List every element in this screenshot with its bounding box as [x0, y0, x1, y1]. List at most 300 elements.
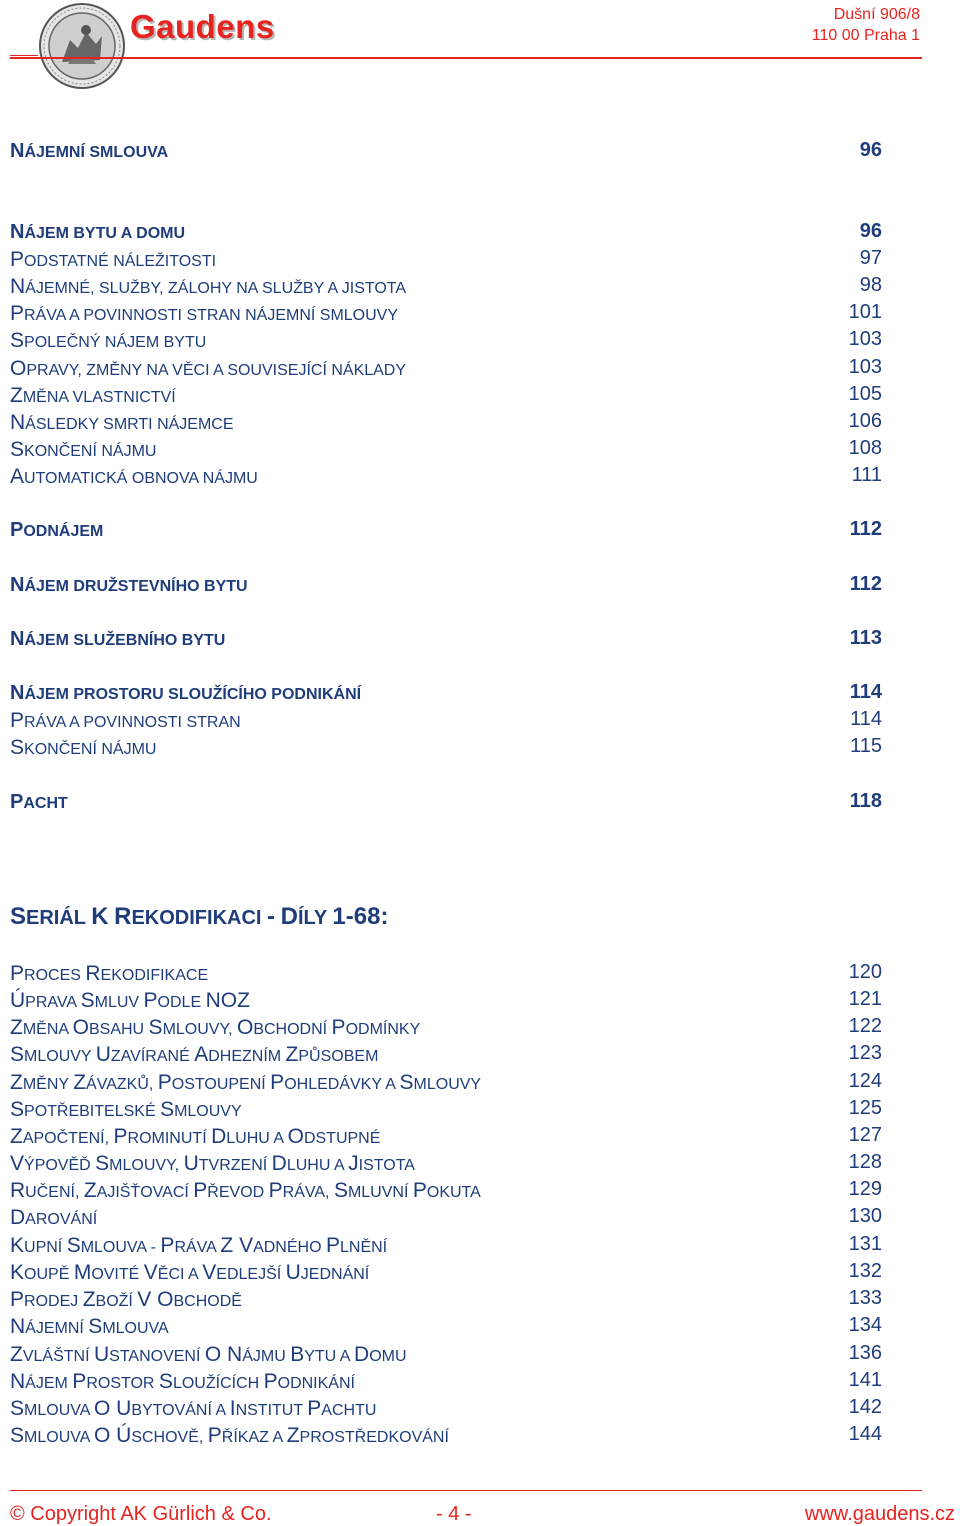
toc-entry[interactable] — [10, 736, 882, 762]
serial-entry-rest: ZAVÍRANÉ — [110, 1048, 195, 1065]
serial-entry-title — [10, 1043, 378, 1067]
serial-entry-rest: OHLEDÁVKY A — [284, 1076, 400, 1093]
serial-entry-rest: TVRZENÍ — [198, 1157, 272, 1174]
serial-entry-rest: AJIŠŤOVACÍ — [96, 1184, 194, 1201]
toc-entry[interactable] — [10, 519, 882, 545]
serial-entry-rest: BOŽÍ — [95, 1293, 138, 1310]
toc-entry[interactable] — [10, 275, 882, 301]
serial-entry-page: 131 — [848, 1233, 882, 1255]
serial-entry[interactable] — [10, 1043, 882, 1069]
serial-entry-initial: Z — [220, 1234, 240, 1257]
serial-entry[interactable] — [10, 1370, 882, 1396]
serial-entry-rest: ODLE — [157, 994, 206, 1011]
serial-entry-rest: BCHODĚ — [173, 1293, 242, 1310]
serial-entry-rest: RODEJ — [24, 1293, 83, 1310]
serial-entry-rest: JEDNÁNÍ — [300, 1266, 370, 1283]
toc-entry-title-rest: UTOMATICKÁ OBNOVA NÁJMU — [24, 470, 258, 487]
serial-entry-page: 121 — [848, 988, 882, 1010]
serial-entry-rest: ÝPOVĚĎ — [24, 1157, 96, 1174]
serial-entry-rest: ROSTOR — [86, 1375, 159, 1392]
toc-entry-title-rest: ÁJEM DRUŽSTEVNÍHO BYTU — [24, 578, 248, 595]
serial-entry-rest: SCHOVĚ, — [131, 1429, 208, 1446]
footer-copyright: © Copyright AK Gürlich & Co. — [10, 1503, 272, 1525]
serial-heading-initial: K — [91, 903, 109, 930]
serial-entry-initial: U — [116, 1397, 132, 1420]
serial-entry-initial: V — [10, 1152, 25, 1175]
serial-entry-initial: I — [229, 1397, 236, 1420]
serial-entry-rest: OMU — [369, 1348, 407, 1365]
toc-entry-title-initial: S — [10, 329, 25, 352]
serial-entry-rest: ÁJEMNÍ — [25, 1320, 89, 1337]
toc-entry-page: 112 — [849, 518, 882, 540]
serial-entry-initial: P — [331, 1016, 346, 1039]
serial-entry-initial: S — [148, 1016, 163, 1039]
serial-entry-title — [10, 1098, 242, 1122]
serial-entry[interactable] — [10, 962, 882, 988]
toc-entry-title — [10, 682, 361, 705]
serial-entry-initial: S — [10, 1424, 25, 1447]
serial-entry-initial: P — [157, 1071, 172, 1094]
serial-entry-title — [10, 1397, 376, 1421]
toc-entry-page: 106 — [848, 410, 882, 432]
serial-heading-initial: 1-68: — [332, 903, 389, 930]
serial-entry[interactable] — [10, 1098, 882, 1124]
serial-entry[interactable] — [10, 1206, 882, 1232]
serial-entry-title — [10, 989, 250, 1013]
toc-entry-title — [10, 519, 103, 542]
serial-heading — [10, 903, 388, 931]
serial-entry-initial: P — [193, 1179, 208, 1202]
serial-entry-rest: POTŘEBITELSKÉ — [24, 1103, 161, 1120]
toc-entry-title-initial: O — [10, 357, 27, 380]
serial-entry[interactable] — [10, 1397, 882, 1423]
toc-entry-title — [10, 302, 398, 326]
serial-entry-title — [10, 1125, 380, 1149]
serial-entry-rest: ADNÉHO — [253, 1239, 326, 1256]
serial-entry-rest: NSTITUT — [235, 1402, 308, 1419]
toc-entry-title — [10, 357, 406, 381]
toc-entry[interactable] — [10, 438, 882, 464]
serial-entry-title — [10, 1234, 387, 1258]
toc-entry-title — [10, 438, 156, 462]
toc-entry-title-rest: ÁJEM SLUŽEBNÍHO BYTU — [24, 632, 226, 649]
toc-entry[interactable] — [10, 465, 882, 491]
serial-entry-initial: S — [10, 1397, 25, 1420]
toc-entry-page: 118 — [849, 790, 882, 812]
serial-entry[interactable] — [10, 1152, 882, 1178]
serial-entry-initial: N — [10, 1370, 26, 1393]
toc-entry-page: 101 — [848, 301, 882, 323]
serial-entry-rest: MLOUVA — [102, 1320, 169, 1337]
serial-entry-rest: DSTUPNÉ — [303, 1130, 381, 1147]
toc-entry[interactable] — [10, 709, 882, 735]
serial-entry-initial: S — [160, 1098, 175, 1121]
serial-entry-initial: V — [239, 1234, 254, 1257]
serial-entry-initial: D — [211, 1125, 227, 1148]
serial-entry-initial: Z — [10, 1343, 23, 1366]
serial-entry-initial: P — [268, 1179, 283, 1202]
serial-entry-initial: O — [204, 1343, 228, 1366]
serial-entry-rest: UČENÍ, — [25, 1184, 84, 1201]
serial-entry-rest: BYTOVÁNÍ A — [131, 1402, 230, 1419]
serial-entry[interactable] — [10, 1424, 882, 1450]
serial-entry-initial: V — [202, 1261, 217, 1284]
serial-entry-rest: DHEZNÍM — [208, 1048, 286, 1065]
toc-entry-page: 114 — [849, 681, 882, 703]
toc-entry-title-rest: KONČENÍ NÁJMU — [24, 741, 157, 758]
toc-entry-title-initial: A — [10, 465, 25, 488]
toc-entry[interactable] — [10, 574, 882, 600]
toc-entry-page: 103 — [848, 356, 882, 378]
serial-entry-rest: ĚCI A — [157, 1266, 203, 1283]
serial-entry-initial: D — [271, 1152, 287, 1175]
toc-entry-title — [10, 140, 168, 163]
toc-entry-title-rest: RÁVA A POVINNOSTI STRAN NÁJEMNÍ SMLOUVY — [24, 307, 399, 324]
serial-entry-initial: Z — [10, 1125, 23, 1148]
serial-entry-initial: P — [263, 1370, 278, 1393]
serial-entry-page: 144 — [848, 1423, 882, 1445]
serial-entry-rest: PRAVA — [25, 994, 81, 1011]
serial-entry-rest: ŘÍKAZ A — [221, 1429, 287, 1446]
serial-entry-initial: S — [10, 1098, 25, 1121]
toc-entry-title-rest: KONČENÍ NÁJMU — [24, 443, 157, 460]
serial-entry-rest: ISTOTA — [358, 1157, 415, 1174]
serial-entry[interactable] — [10, 1071, 882, 1097]
toc-entry[interactable] — [10, 140, 882, 166]
serial-entry-initial: U — [93, 1343, 110, 1366]
serial-entry-initial: S — [158, 1370, 173, 1393]
serial-entry-initial: Z — [10, 1071, 23, 1094]
toc-entry-title — [10, 791, 68, 814]
serial-entry-initial: M — [73, 1261, 92, 1284]
serial-entry-initial: B — [290, 1343, 305, 1366]
serial-entry-rest: MĚNY — [22, 1076, 74, 1093]
serial-heading-rest: EKODIFIKACI — [131, 907, 268, 929]
serial-entry[interactable] — [10, 1125, 882, 1151]
serial-entry-initial: O — [287, 1125, 304, 1148]
toc-entry-title-rest: ÁJEM BYTU A DOMU — [24, 225, 186, 242]
serial-entry-title — [10, 1206, 97, 1230]
toc-entry-title — [10, 709, 241, 733]
serial-entry-rest: OVITÉ — [91, 1266, 144, 1283]
serial-heading-initial: - — [267, 903, 276, 930]
serial-entry-rest: MLUV — [94, 994, 144, 1011]
toc-entry-title-initial: N — [10, 140, 25, 162]
serial-entry-title — [10, 1424, 449, 1448]
serial-entry-page: 132 — [848, 1260, 882, 1282]
serial-entry-rest: AROVÁNÍ — [25, 1211, 98, 1228]
serial-heading-initial: S — [10, 903, 27, 930]
serial-entry-rest: VLÁŠTNÍ — [22, 1348, 94, 1365]
serial-entry-initial: S — [10, 1043, 25, 1066]
toc-entry-title-initial: P — [10, 248, 25, 271]
serial-entry-initial: D — [354, 1343, 370, 1366]
serial-entry-rest: STANOVENÍ — [109, 1348, 205, 1365]
serial-entry-rest: PŮSOBEM — [298, 1048, 379, 1065]
serial-entry-rest: MLOUVA — [24, 1429, 94, 1446]
serial-entry-page: 130 — [848, 1205, 882, 1227]
serial-entry-page: 122 — [848, 1015, 882, 1037]
toc-entry[interactable] — [10, 248, 882, 274]
serial-entry-rest: BCHODNÍ — [253, 1021, 332, 1038]
serial-entry-rest: MLOUVY — [174, 1103, 242, 1120]
toc-entry[interactable] — [10, 302, 882, 328]
address — [812, 4, 920, 46]
toc-entry-title-initial: N — [10, 221, 25, 243]
serial-entry-initial: O — [93, 1424, 117, 1447]
serial-entry-page: 124 — [848, 1070, 882, 1092]
serial-entry-rest: ROCES — [24, 967, 86, 984]
toc-entry-title-initial: P — [10, 709, 25, 732]
serial-entry-rest: MLUVNÍ — [347, 1184, 413, 1201]
toc-entry[interactable] — [10, 411, 882, 437]
serial-entry-initial: Z — [10, 1016, 23, 1039]
serial-entry-rest: LUHU A — [286, 1157, 349, 1174]
serial-entry[interactable] — [10, 989, 882, 1015]
serial-entry-initial: NOZ — [205, 989, 250, 1012]
toc-entry-title-initial: P — [10, 302, 25, 325]
serial-entry-initial: P — [307, 1397, 322, 1420]
toc-entry-page: 108 — [848, 437, 882, 459]
serial-entry-title — [10, 962, 208, 986]
serial-entry-rest: LNĚNÍ — [340, 1239, 388, 1256]
toc-entry-title-rest: RÁVA A POVINNOSTI STRAN — [24, 714, 241, 731]
serial-entry-rest: ŘEVOD — [207, 1184, 269, 1201]
serial-entry-initial: Z — [83, 1179, 97, 1202]
toc-entry-title-initial: P — [10, 791, 24, 813]
toc-entry-title — [10, 221, 185, 244]
serial-entry-page: 125 — [848, 1097, 882, 1119]
serial-entry-initial: S — [333, 1179, 348, 1202]
toc-entry-title-initial: S — [10, 438, 25, 461]
page-header — [0, 0, 960, 92]
toc-entry-page: 96 — [859, 220, 882, 242]
toc-entry-title-initial: N — [10, 628, 25, 650]
toc-entry-title-rest: PRAVY, ZMĚNY NA VĚCI A SOUVISEJÍCÍ NÁKLADY — [26, 362, 407, 379]
address-line-1: Dušní 906/8 — [833, 6, 920, 23]
serial-entry-rest: MLOUVA - — [80, 1239, 161, 1256]
serial-entry-title — [10, 1152, 415, 1176]
toc-entry-title — [10, 628, 225, 651]
serial-entry-page: 129 — [848, 1178, 882, 1200]
toc-entry[interactable] — [10, 682, 882, 708]
serial-entry-initial: S — [95, 1152, 110, 1175]
toc-entry-title-initial: N — [10, 275, 26, 298]
serial-entry-initial: K — [10, 1234, 25, 1257]
serial-entry-initial: S — [399, 1071, 414, 1094]
serial-entry-title — [10, 1071, 481, 1095]
toc-entry-page: 111 — [851, 464, 882, 486]
serial-entry-initial: U — [95, 1043, 111, 1066]
serial-entry-rest: ACHTU — [321, 1402, 377, 1419]
toc-entry-title-rest: MĚNA VLASTNICTVÍ — [22, 389, 176, 406]
serial-entry-initial: O — [236, 1016, 254, 1039]
serial-entry[interactable] — [10, 1016, 882, 1042]
header-divider — [10, 57, 922, 59]
toc-entry-page: 97 — [859, 247, 882, 269]
serial-entry-page: 127 — [848, 1124, 882, 1146]
serial-entry[interactable] — [10, 1179, 882, 1205]
serial-entry-rest: LOUŽÍCÍCH — [172, 1375, 264, 1392]
serial-entry-initial: O — [157, 1288, 174, 1311]
toc-entry-title-initial: N — [10, 682, 25, 704]
toc-entry[interactable] — [10, 791, 882, 817]
serial-entry-rest: OUPĚ — [24, 1266, 74, 1283]
serial-entry-initial: R — [10, 1179, 26, 1202]
serial-entry-rest: OKUTA — [426, 1184, 481, 1201]
serial-heading-rest: ERIÁL — [26, 907, 92, 929]
serial-entry-rest: YTU A — [304, 1348, 355, 1365]
toc-entry-title-initial: N — [10, 574, 25, 596]
serial-entry[interactable] — [10, 1234, 882, 1260]
toc-entry[interactable] — [10, 357, 882, 383]
toc-entry-title-initial: P — [10, 519, 24, 541]
serial-entry-initial: P — [10, 1288, 25, 1311]
serial-entry-initial: S — [66, 1234, 81, 1257]
serial-entry-initial: P — [270, 1071, 285, 1094]
serial-entry-rest: MLOUVY, — [162, 1021, 237, 1038]
toc-entry-title-rest: ACHT — [23, 795, 68, 812]
footer-page-number: - 4 - — [436, 1503, 472, 1525]
serial-entry-page: 123 — [848, 1042, 882, 1064]
serial-entry[interactable] — [10, 1288, 882, 1314]
serial-entry-initial: Z — [286, 1424, 300, 1447]
serial-entry-title — [10, 1261, 369, 1285]
toc-entry-title — [10, 384, 176, 408]
serial-entry-rest: ÁJEM — [25, 1375, 73, 1392]
serial-entry-initial: A — [194, 1043, 209, 1066]
toc-entry-title-initial: S — [10, 736, 25, 759]
toc-entry-title-rest: ODSTATNÉ NÁLEŽITOSTI — [24, 253, 217, 270]
serial-entry-title — [10, 1315, 169, 1339]
serial-entry-initial: P — [72, 1370, 87, 1393]
serial-entry-initial: U — [285, 1261, 301, 1284]
serial-entry-rest: MĚNA — [22, 1021, 73, 1038]
serial-entry-rest: ÁJMU — [242, 1348, 291, 1365]
toc-entry-title-rest: ÁJEMNÉ, SLUŽBY, ZÁLOHY NA SLUŽBY A JISTOTA — [25, 280, 407, 297]
serial-entry-rest: MLOUVY — [413, 1076, 482, 1093]
toc-entry-title-rest: POLEČNÝ NÁJEM BYTU — [24, 334, 207, 351]
serial-entry[interactable] — [10, 1343, 882, 1369]
serial-entry[interactable] — [10, 1315, 882, 1341]
toc-entry-page: 114 — [850, 708, 882, 730]
serial-entry-title — [10, 1179, 481, 1203]
toc-entry[interactable] — [10, 384, 882, 410]
toc-entry-title — [10, 248, 216, 272]
serial-entry[interactable] — [10, 1261, 882, 1287]
toc-entry-title — [10, 574, 248, 597]
toc-entry-title-rest: ODNÁJEM — [23, 523, 104, 540]
serial-entry-page: 133 — [848, 1287, 882, 1309]
serial-entry-rest: MLOUVA — [24, 1402, 94, 1419]
serial-entry-initial: P — [325, 1234, 340, 1257]
serial-entry-rest: OSTOUPENÍ — [171, 1076, 271, 1093]
serial-entry-initial: S — [80, 989, 95, 1012]
serial-entry-initial: Z — [82, 1288, 96, 1311]
toc-entry-page: 105 — [848, 383, 882, 405]
serial-heading-initial: R — [114, 903, 132, 930]
toc-entry-page: 96 — [859, 139, 882, 161]
toc-entry-title — [10, 329, 206, 353]
serial-entry-rest: UPNÍ — [24, 1239, 67, 1256]
serial-entry-rest: MLOUVY — [24, 1048, 96, 1065]
serial-entry-rest: ROMINUTÍ — [127, 1130, 212, 1147]
serial-entry-initial: Ú — [116, 1424, 132, 1447]
footer-website-link[interactable]: www.gaudens.cz — [804, 1503, 955, 1525]
serial-entry-page: 120 — [848, 961, 882, 983]
toc-entry-page: 103 — [848, 328, 882, 350]
header-accent-line — [10, 55, 38, 56]
serial-entry-initial: D — [10, 1206, 26, 1229]
serial-entry-rest: LUHU A — [226, 1130, 288, 1147]
serial-entry-page: 128 — [848, 1151, 882, 1173]
toc-entry-title-rest: ÁJEM PROSTORU SLOUŽÍCÍHO PODNIKÁNÍ — [24, 686, 362, 703]
serial-entry-initial: N — [227, 1343, 243, 1366]
serial-entry-initial: Ú — [10, 989, 26, 1012]
serial-entry-rest: EDLEJŠÍ — [216, 1266, 286, 1283]
serial-entry-rest: MLOUVY, — [109, 1157, 184, 1174]
serial-entry-initial: P — [143, 989, 158, 1012]
serial-entry-initial: P — [412, 1179, 427, 1202]
toc-entry-title — [10, 275, 406, 299]
toc-entry-title — [10, 465, 258, 489]
serial-heading-rest: ÍLY — [297, 907, 333, 929]
serial-entry-page: 134 — [848, 1314, 882, 1336]
brand-name: Gaudens — [130, 8, 275, 45]
serial-entry-rest: BSAHU — [88, 1021, 149, 1038]
toc-entry-title-initial: N — [10, 411, 26, 434]
serial-entry-rest: RÁVA, — [282, 1184, 334, 1201]
serial-entry-initial: V — [143, 1261, 158, 1284]
serial-entry-initial: P — [207, 1424, 222, 1447]
serial-entry-initial: P — [160, 1234, 175, 1257]
footer-divider — [10, 1490, 922, 1491]
toc-entry[interactable] — [10, 329, 882, 355]
serial-entry-rest: APOČTENÍ, — [22, 1130, 114, 1147]
serial-entry-initial: Z — [285, 1043, 299, 1066]
serial-entry-initial: U — [183, 1152, 199, 1175]
toc-entry[interactable] — [10, 221, 882, 247]
serial-entry-initial: P — [113, 1125, 128, 1148]
address-line-2: 110 00 Praha 1 — [811, 27, 920, 44]
serial-entry-page: 142 — [848, 1396, 882, 1418]
serial-entry-initial: Z — [73, 1071, 87, 1094]
serial-entry-title — [10, 1343, 407, 1367]
serial-entry-initial: S — [88, 1315, 103, 1338]
toc-entry-page: 113 — [849, 627, 882, 649]
toc-entry-title-rest: ÁJEMNÍ SMLOUVA — [24, 144, 169, 161]
toc-entry-title-rest: ÁSLEDKY SMRTI NÁJEMCE — [25, 416, 234, 433]
toc-entry-page: 98 — [859, 274, 882, 296]
serial-entry-initial: P — [10, 962, 25, 985]
toc-entry-title-initial: Z — [10, 384, 23, 407]
serial-entry-rest: PROSTŘEDKOVÁNÍ — [299, 1429, 449, 1446]
serial-entry-title — [10, 1016, 420, 1040]
serial-entry-title — [10, 1370, 355, 1394]
serial-entry-rest: RÁVA — [174, 1239, 221, 1256]
serial-entry-rest: ODMÍNKY — [345, 1021, 421, 1038]
serial-entry-page: 136 — [848, 1342, 882, 1364]
toc-entry-title — [10, 411, 234, 435]
toc-entry-page: 112 — [849, 573, 882, 595]
serial-entry-initial: O — [72, 1016, 89, 1039]
serial-heading-initial: D — [280, 903, 298, 930]
serial-entry-title — [10, 1288, 242, 1312]
toc-entry-title — [10, 736, 156, 760]
serial-entry-initial: R — [85, 962, 101, 985]
toc-entry[interactable] — [10, 628, 882, 654]
serial-entry-rest: ODNIKÁNÍ — [277, 1375, 355, 1392]
